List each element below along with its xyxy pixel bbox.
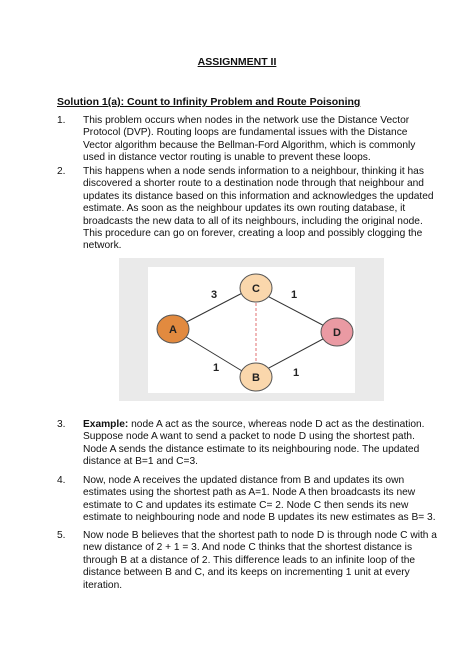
text-line: broadcasts the new data to all of its neighbours, including the original node. (83, 215, 423, 227)
list-item-text (83, 530, 439, 592)
text-line: Now, node A receives the updated distance from B and updates its own (83, 475, 405, 486)
node-b-label: B (252, 372, 260, 384)
text-line: This happens when a node sends information to a neighbour, thinking it has (83, 166, 424, 177)
diagram-svg (148, 267, 355, 393)
text-line: estimate. As soon as the neighbour updates its own routing database, it (83, 203, 406, 215)
network-diagram (119, 258, 384, 401)
section-heading (57, 96, 360, 108)
text-line: This procedure can go on forever, creating a loop and possibly clogging the (83, 228, 423, 240)
edge-label-b-d: 1 (292, 367, 300, 379)
list-item-number: 2. (57, 166, 66, 177)
example-label: Example: (83, 419, 129, 430)
text-line: Protocol (DVP). Routing loops are fundamental issues with the Distance (83, 127, 408, 139)
text-line: estimate to C and updates its estimate C= 2. Node C then sends its new (83, 499, 409, 511)
list-item-number: 4. (57, 475, 66, 486)
text-line: used in distance vector routing is unable to prevent these loops. (83, 152, 371, 164)
text-line: through B at a distance of 2. This difference leads to an infinite loop of the (83, 554, 416, 566)
edge-label-a-c: 3 (210, 289, 218, 301)
text-line: Now node B believes that the shortest path to node D is through node C with a (83, 530, 437, 541)
section-heading-prefix: Solution 1(a): (57, 96, 125, 108)
text-line: network. (83, 240, 122, 252)
list-item-number: 5. (57, 530, 66, 541)
text-line: estimate to neighbouring node and node B updates its new estimates as B= 3. (83, 512, 436, 524)
page-title: ASSIGNMENT II (197, 56, 277, 68)
list-item-text (83, 419, 439, 469)
section-heading-text: Count to Infinity Problem and Route Poisoning (124, 96, 361, 108)
text-line: Suppose node A want to send a packet to node D using the shortest path. (83, 431, 415, 443)
text-line: estimates using the shortest path as A=1. Node A then broadcasts its new (83, 487, 416, 499)
node-c-label: C (252, 283, 260, 295)
list-item-number: 1. (57, 115, 66, 126)
node-a-label: A (169, 324, 177, 336)
node-d-label: D (333, 327, 341, 339)
text-line: Node A sends the distance estimate to its neighbouring node. The updated (83, 443, 420, 455)
text-line (83, 419, 439, 431)
list-item-text (83, 115, 439, 165)
diagram-canvas (148, 267, 355, 393)
text-line: new distance of 2 + 1 = 3. And node C thinks that the shortest distance is (83, 542, 413, 554)
text-line: distance between B and C, and its keeps on incrementing 1 unit at every (83, 567, 410, 579)
text-line: iteration. (83, 579, 123, 591)
edge-label-a-b: 1 (212, 362, 220, 374)
edge-label-c-d: 1 (290, 289, 298, 301)
text-line: distance at B=1 and C=3. (83, 456, 198, 468)
list-item-text (83, 475, 439, 525)
text-line: discovered a shorter route to a destination node through that neighbour and (83, 178, 424, 190)
text-line: This problem occurs when nodes in the network use the Distance Vector (83, 115, 410, 126)
text-line-rest: node A act as the source, whereas node D act as the destination. (128, 419, 425, 430)
list-item-text (83, 166, 439, 253)
text-line: Vector algorithm because the Bellman-Ford Algorithm, which is commonly (83, 139, 416, 151)
text-line: updates its distance based on this information and acknowledges the updated (83, 190, 434, 202)
list-item-number: 3. (57, 419, 66, 430)
